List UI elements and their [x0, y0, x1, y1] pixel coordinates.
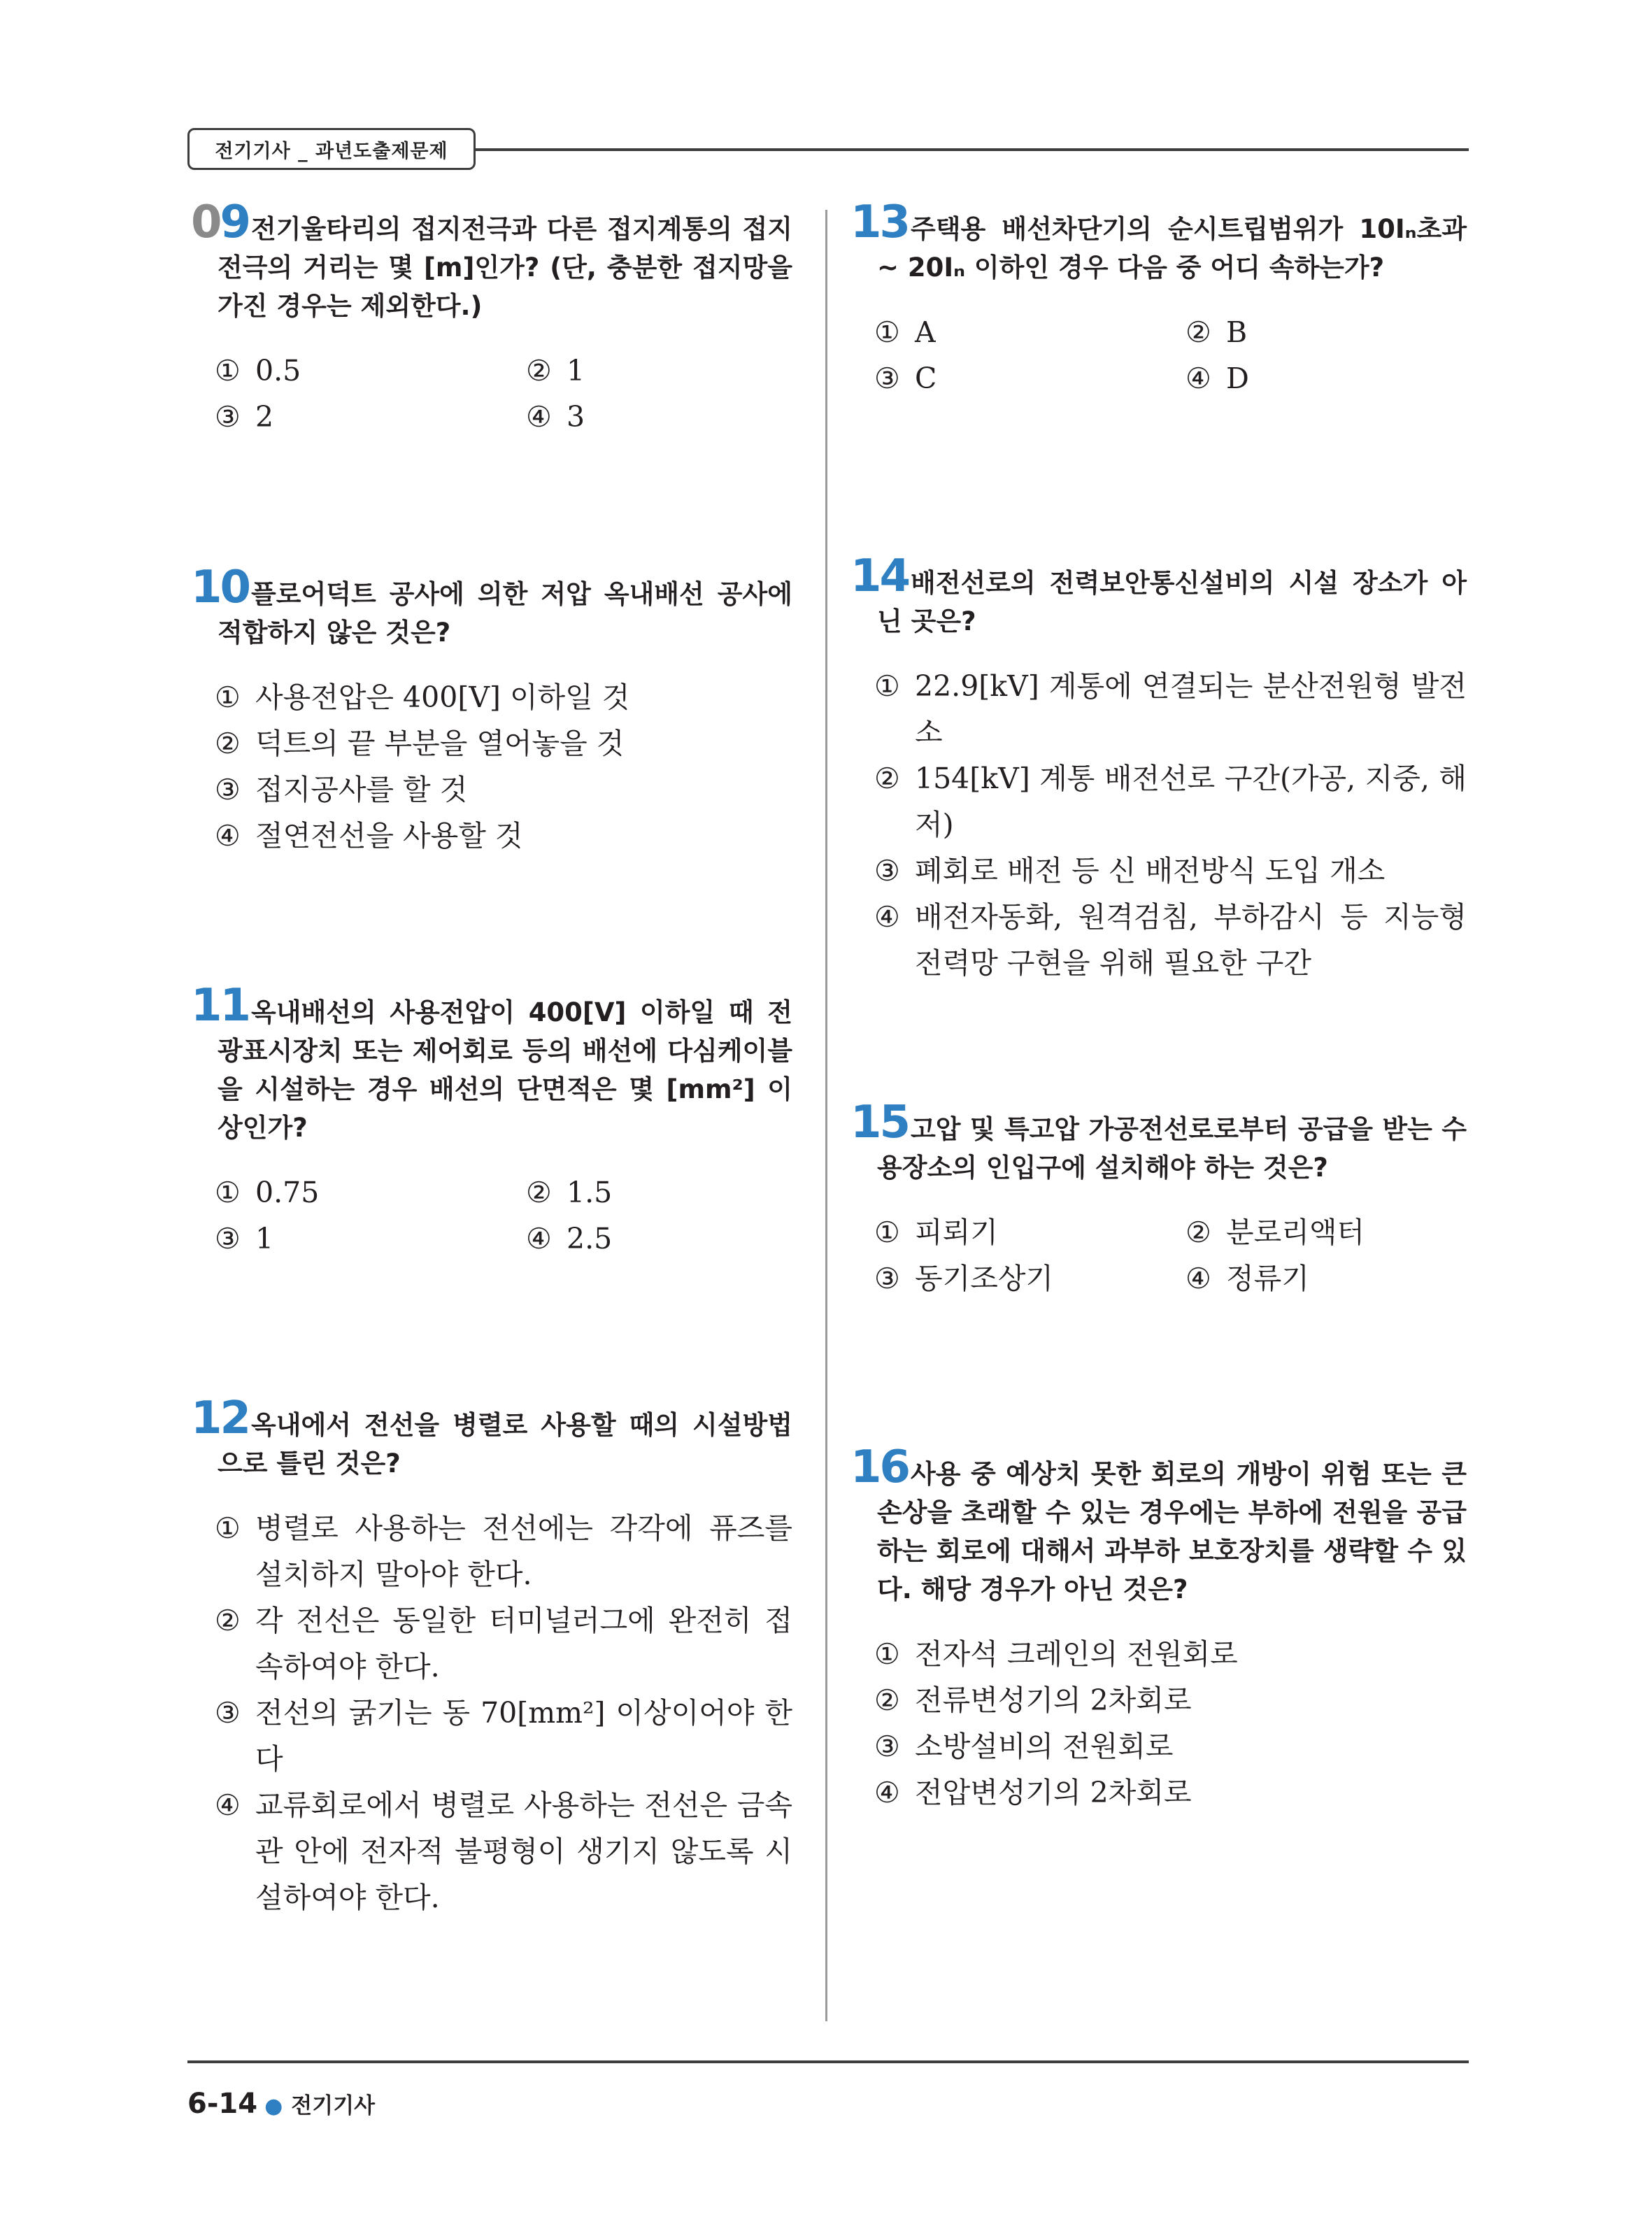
option[interactable]: ④ 2.5	[502, 1216, 792, 1262]
option-marker: ④	[1185, 1262, 1211, 1295]
book-title: 전기기사	[291, 2093, 376, 2118]
option-marker: ④	[874, 1776, 900, 1809]
option[interactable]: ② 덕트의 끝 부분을 열어놓을 것	[191, 720, 792, 767]
question-10	[191, 562, 792, 859]
option[interactable]: ② B	[1162, 309, 1467, 355]
option-marker: ②	[874, 1683, 900, 1717]
options	[850, 663, 1467, 986]
question-number: 13	[850, 197, 909, 248]
option-marker: ①	[215, 1176, 241, 1209]
option-marker: ①	[215, 681, 241, 714]
bullet-icon: ●	[264, 2094, 283, 2118]
footer	[187, 2088, 375, 2120]
option-marker: ②	[1185, 315, 1211, 349]
option[interactable]: ③ 전선의 굵기는 동 70[mm²] 이상이어야 한다	[191, 1690, 792, 1782]
option[interactable]: ④ 3	[502, 394, 792, 440]
option[interactable]: ① 22.9[kV] 계통에 연결되는 분산전원형 발전소	[850, 663, 1467, 755]
question-15	[850, 1097, 1467, 1302]
option-marker: ②	[874, 762, 900, 795]
option-marker: ①	[215, 1511, 241, 1545]
option[interactable]: ③ 소방설비의 전원회로	[850, 1723, 1467, 1769]
options	[191, 1169, 792, 1262]
option-marker: ②	[526, 1176, 552, 1209]
question-12	[191, 1393, 792, 1921]
option[interactable]: ① 피뢰기	[850, 1209, 1162, 1255]
question-text: 주택용 배선차단기의 순시트립범위가 10Iₙ초과 ~ 20Iₙ 이하인 경우 다음 중 어디 속하는가?	[877, 214, 1467, 283]
options	[191, 348, 792, 440]
option-marker: ④	[874, 900, 900, 934]
page-number: 6-14	[187, 2088, 258, 2120]
options	[850, 1631, 1467, 1816]
option[interactable]: ② 전류변성기의 2차회로	[850, 1677, 1467, 1723]
column-divider	[825, 210, 827, 2021]
option[interactable]: ④ 교류회로에서 병렬로 사용하는 전선은 금속관 안에 전자적 불평형이 생기지 않도록 시설하여야 한다.	[191, 1782, 792, 1921]
option[interactable]: ② 분로리액터	[1162, 1209, 1467, 1255]
question-text: 옥내에서 전선을 병렬로 사용할 때의 시설방법으로 틀린 것은?	[218, 1410, 792, 1479]
option-marker: ②	[215, 727, 241, 760]
option-marker: ②	[1185, 1216, 1211, 1249]
question-11	[191, 980, 792, 1262]
option[interactable]: ① 병렬로 사용하는 전선에는 각각에 퓨즈를 설치하지 말아야 한다.	[191, 1505, 792, 1597]
option-marker: ②	[526, 354, 552, 387]
footer-rule	[187, 2060, 1469, 2063]
options	[850, 309, 1467, 401]
question-13	[850, 197, 1467, 401]
question-text: 배전선로의 전력보안통신설비의 시설 장소가 아닌 곳은?	[877, 568, 1467, 636]
option-marker: ④	[215, 819, 241, 853]
question-text: 플로어덕트 공사에 의한 저압 옥내배선 공사에 적합하지 않은 것은?	[218, 579, 792, 648]
question-number: 15	[850, 1097, 909, 1148]
option-marker: ④	[1185, 362, 1211, 395]
option[interactable]: ② 각 전선은 동일한 터미널러그에 완전히 접속하여야 한다.	[191, 1597, 792, 1690]
option[interactable]: ② 154[kV] 계통 배전선로 구간(가공, 지중, 해저)	[850, 755, 1467, 848]
option-marker: ③	[215, 1696, 241, 1730]
option-marker: ③	[215, 1222, 241, 1255]
question-number: 16	[850, 1441, 909, 1493]
option-marker: ③	[874, 362, 900, 395]
option-marker: ①	[874, 315, 900, 349]
option[interactable]: ③ 2	[191, 394, 502, 440]
option[interactable]: ③ C	[850, 355, 1162, 401]
option[interactable]: ④ 배전자동화, 원격검침, 부하감시 등 지능형 전력망 구현을 위해 필요한 구간	[850, 894, 1467, 986]
question-text: 옥내배선의 사용전압이 400[V] 이하일 때 전광표시장치 또는 제어회로 등의 배선에 다심케이블을 시설하는 경우 배선의 단면적은 몇 [mm²] 이상인가?	[218, 997, 792, 1143]
question-number: 11	[191, 980, 250, 1032]
option-marker: ③	[215, 400, 241, 434]
option[interactable]: ① 0.5	[191, 348, 502, 394]
option-marker: ③	[215, 773, 241, 806]
option[interactable]: ④ 절연전선을 사용할 것	[191, 813, 792, 859]
option[interactable]: ① 전자석 크레인의 전원회로	[850, 1631, 1467, 1677]
question-number: 10	[191, 562, 250, 613]
running-header: 전기기사 _ 과년도출제문제	[187, 128, 476, 170]
question-number: 09	[191, 197, 250, 248]
question-text: 고압 및 특고압 가공전선로로부터 공급을 받는 수용장소의 인입구에 설치해야 하는 것은?	[877, 1114, 1467, 1183]
option[interactable]: ③ 폐회로 배전 등 신 배전방식 도입 개소	[850, 848, 1467, 894]
option-marker: ③	[874, 854, 900, 888]
option-marker: ②	[215, 1604, 241, 1637]
options	[191, 1505, 792, 1921]
option-marker: ④	[526, 400, 552, 434]
option-marker: ①	[874, 1216, 900, 1249]
option[interactable]: ③ 1	[191, 1216, 502, 1262]
option-marker: ④	[526, 1222, 552, 1255]
options	[850, 1209, 1467, 1302]
option[interactable]: ④ 정류기	[1162, 1255, 1467, 1302]
option-marker: ①	[874, 669, 900, 703]
question-16	[850, 1441, 1467, 1816]
question-09	[191, 197, 792, 440]
question-text: 전기울타리의 접지전극과 다른 접지계통의 접지전극의 거리는 몇 [m]인가? (단, 충분한 접지망을 가진 경우는 제외한다.)	[218, 214, 792, 321]
question-number: 14	[850, 550, 909, 602]
option-marker: ④	[215, 1788, 241, 1822]
question-14	[850, 550, 1467, 986]
option[interactable]: ④ D	[1162, 355, 1467, 401]
option[interactable]: ③ 동기조상기	[850, 1255, 1162, 1302]
option[interactable]: ③ 접지공사를 할 것	[191, 767, 792, 813]
option[interactable]: ① A	[850, 309, 1162, 355]
option-marker: ③	[874, 1262, 900, 1295]
option-marker: ③	[874, 1730, 900, 1763]
options	[191, 674, 792, 859]
option[interactable]: ② 1	[502, 348, 792, 394]
option[interactable]: ④ 전압변성기의 2차회로	[850, 1769, 1467, 1816]
option[interactable]: ① 0.75	[191, 1169, 502, 1216]
header-rule	[476, 148, 1469, 151]
question-text: 사용 중 예상치 못한 회로의 개방이 위험 또는 큰 손상을 초래할 수 있는 경우에는 부하에 전원을 공급하는 회로에 대해서 과부하 보호장치를 생략할 수 있다. 해당 경우가 아닌 것은?	[877, 1459, 1467, 1604]
option[interactable]: ① 사용전압은 400[V] 이하일 것	[191, 674, 792, 720]
question-number: 12	[191, 1393, 250, 1444]
option-marker: ①	[215, 354, 241, 387]
option[interactable]: ② 1.5	[502, 1169, 792, 1216]
option-marker: ①	[874, 1637, 900, 1671]
